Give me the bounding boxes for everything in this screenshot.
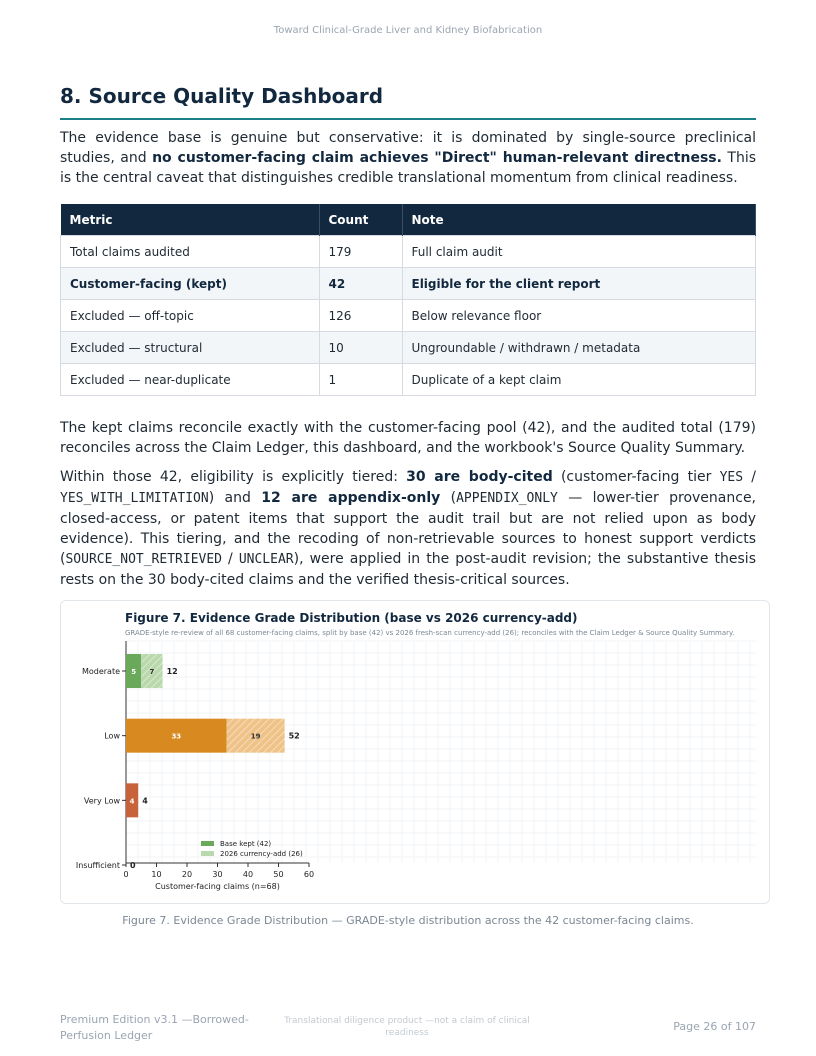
segment-value-label: 33 [171, 732, 182, 741]
tiering-text: ) and [208, 490, 262, 506]
tier-code: YES [719, 470, 744, 485]
segment-value-label: 5 [131, 668, 137, 676]
metric-cell: Excluded — near-duplicate [61, 364, 320, 396]
tier-code: APPENDIX_ONLY [456, 491, 558, 506]
footer-page-number: Page 26 of 107 [673, 1020, 756, 1033]
y-tick-label: Very Low [83, 796, 120, 806]
tier-code: YES_WITH_LIMITATION [60, 491, 209, 506]
x-tick-label: 60 [303, 870, 315, 879]
legend-swatch [201, 841, 214, 846]
figure-caption: Figure 7. Evidence Grade Distribution — GRADE-style distribution across the 42 customer-facing claims. [122, 914, 694, 927]
reconcile-paragraph: The kept claims reconcile exactly with the customer-facing pool (42), and the audited total (179) reconciles across the Claim Ledger, this dashboard, and the workbook's Source Quality Summary. [60, 420, 756, 456]
table-header-row [61, 204, 756, 236]
tier-code: UNCLEAR [238, 552, 294, 567]
tiering-text: — lower-tier provenance, closed-access, or patent items that support the audit trail but are not relied upon as body evidence). This tiering, and the recoding of non-retrievable sources to honest support verdicts ( [60, 490, 757, 567]
count-cell: 1 [319, 364, 402, 396]
y-tick-label: Moderate [81, 667, 120, 676]
segment-value-label: 4 [129, 797, 135, 806]
tiering-text: ( [440, 490, 457, 506]
metric-cell: Total claims audited [61, 236, 320, 268]
source-quality-table [60, 204, 756, 396]
x-tick-label: 10 [151, 870, 162, 879]
evidence-grade-chart [61, 601, 769, 903]
table-row [61, 332, 756, 364]
tiering-emphasis: 30 are body-cited [406, 469, 553, 485]
count-cell: 179 [319, 236, 402, 268]
section-title: 8. Source Quality Dashboard [60, 84, 756, 120]
tiering-emphasis: 12 are appendix-only [261, 490, 441, 506]
count-cell: 42 [319, 268, 402, 300]
intro-lead: The evidence base is genuine but conservative: it is dominated by single-source preclinical studies, and [60, 130, 756, 166]
y-tick-label: Insufficient [75, 861, 120, 870]
figure-subtitle: GRADE-style re-review of all 68 customer-facing claims, split by base (42) vs 2026 fresh-scan currency-add (26); reconciles with the Claim Ledger & Source Quality Summary. [125, 629, 735, 637]
segment-value-label: 19 [250, 732, 261, 741]
bar-total-label: 4 [142, 796, 148, 806]
running-head: Toward Clinical-Grade Liver and Kidney Biofabrication [273, 25, 543, 36]
x-tick-label: 20 [181, 870, 193, 879]
tier-code: SOURCE_NOT_RETRIEVED [65, 552, 223, 567]
intro-tail: This is the central caveat that distinguishes credible translational momentum from clinical readiness. [60, 150, 757, 186]
bar-total-label: 12 [166, 667, 178, 676]
x-tick-label: 0 [123, 870, 129, 879]
note-cell: Ungroundable / withdrawn / metadata [402, 332, 756, 364]
footer-edition: Premium Edition v3.1 —Borrowed-Perfusion Ledger [60, 1013, 249, 1042]
note-cell: Duplicate of a kept claim [402, 364, 756, 396]
intro-emphasis: no customer-facing claim achieves "Direct" human-relevant directness. [152, 150, 722, 166]
tiering-text: (customer-facing tier [552, 469, 720, 485]
x-tick-label: 50 [273, 870, 284, 879]
column-header-count: Count [319, 204, 402, 236]
note-cell: Full claim audit [402, 236, 756, 268]
tiering-text: Within those 42, eligibility is explicitly tiered: [60, 469, 407, 485]
bar-total-label: 0 [130, 861, 136, 870]
x-tick-label: 40 [242, 870, 254, 879]
table-row [61, 268, 756, 300]
figure-title: Figure 7. Evidence Grade Distribution (base vs 2026 currency-add) [125, 611, 578, 625]
x-axis-label: Customer-facing claims (n=68) [155, 882, 280, 891]
note-cell: Eligible for the client report [402, 268, 756, 300]
intro-paragraph [60, 128, 756, 188]
y-tick-label: Low [104, 731, 120, 741]
column-header-metric: Metric [61, 204, 320, 236]
figure-card [60, 600, 770, 904]
legend-label: 2026 currency-add (26) [220, 850, 303, 858]
count-cell: 126 [319, 300, 402, 332]
count-cell: 10 [319, 332, 402, 364]
table-row [61, 236, 756, 268]
footer-disclaimer: Translational diligence product —not a claim of clinical readiness [284, 1016, 530, 1038]
tiering-text: ), were applied in the post-audit revision; the substantive thesis rests on the 30 body-cited claims and the verified thesis-critical sources. [60, 551, 756, 588]
segment-value-label: 7 [149, 668, 155, 676]
metric-cell: Excluded — off-topic [61, 300, 320, 332]
legend-swatch [201, 851, 214, 856]
tiering-text: / [222, 551, 239, 567]
note-cell: Below relevance floor [402, 300, 756, 332]
legend-label: Base kept (42) [220, 840, 272, 848]
table-row [61, 364, 756, 396]
tiering-paragraph [60, 467, 756, 590]
column-header-note: Note [402, 204, 756, 236]
metric-cell: Excluded — structural [61, 332, 320, 364]
x-tick-label: 30 [212, 870, 223, 879]
table-row [61, 300, 756, 332]
bar-total-label: 52 [288, 731, 300, 741]
tiering-text: / [743, 469, 756, 485]
metric-cell: Customer-facing (kept) [61, 268, 320, 300]
